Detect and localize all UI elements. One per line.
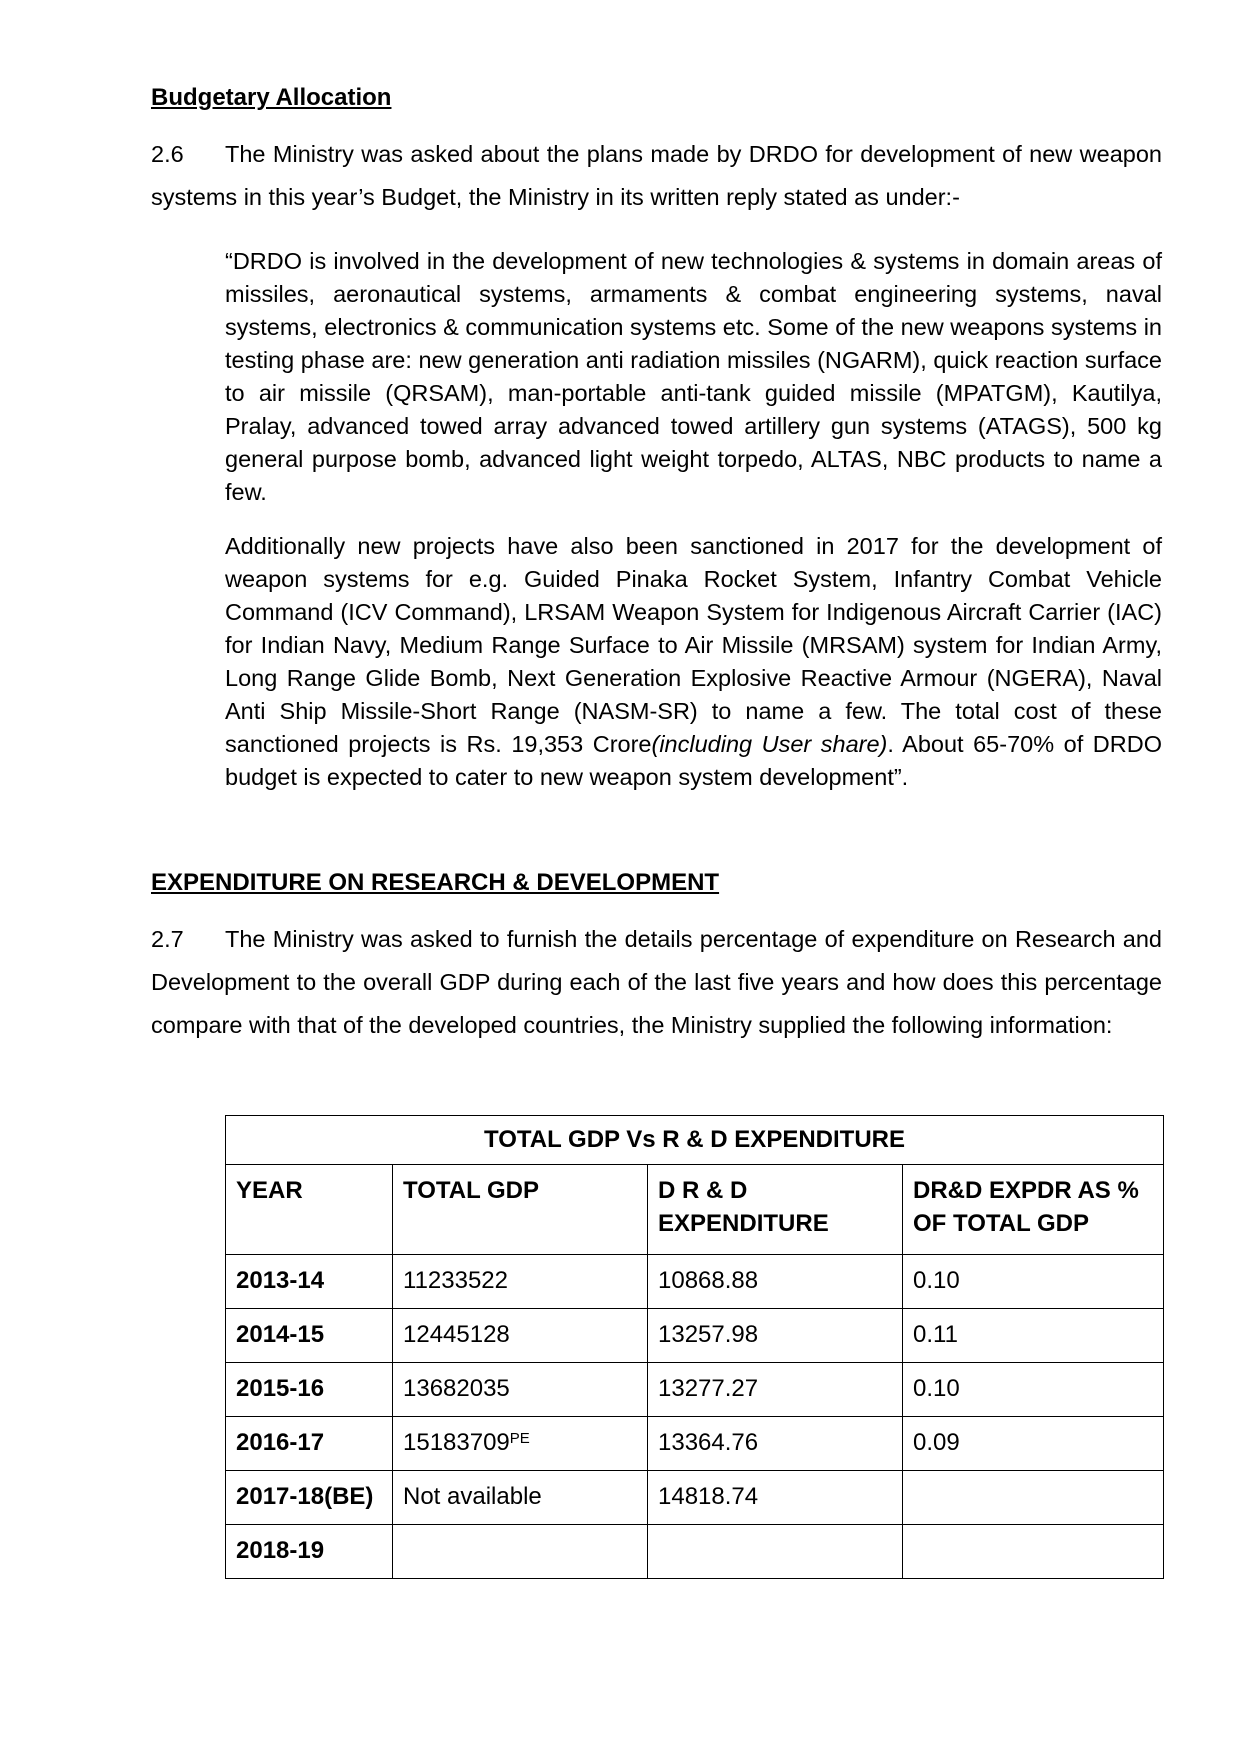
paragraph-text: The Ministry was asked about the plans made by DRDO for development of new weapon systems in this year’s Budget, the Ministry in its written reply stated as under:- <box>151 141 1162 210</box>
column-header-total-gdp: TOTAL GDP <box>393 1165 648 1255</box>
drd-cell <box>648 1525 903 1579</box>
drd-cell: 13257.98 <box>648 1309 903 1363</box>
table-row <box>226 1417 1164 1471</box>
gdp-vs-rd-table <box>225 1115 1164 1579</box>
gdp-value: 15183709 <box>403 1429 510 1456</box>
section-heading-budgetary-allocation: Budgetary Allocation <box>151 84 392 111</box>
provisional-estimate-mark: PE <box>509 1430 530 1447</box>
pct-cell <box>903 1525 1164 1579</box>
section-heading-expenditure: EXPENDITURE ON RESEARCH & DEVELOPMENT <box>151 869 720 896</box>
year-cell: 2014-15 <box>226 1309 393 1363</box>
table-row <box>226 1525 1164 1579</box>
drd-cell: 14818.74 <box>648 1471 903 1525</box>
table-row <box>226 1255 1164 1309</box>
column-header-drd-expenditure: D R & D EXPENDITURE <box>648 1165 903 1255</box>
pct-cell: 0.10 <box>903 1255 1164 1309</box>
year-cell: 2015-16 <box>226 1363 393 1417</box>
quote-paragraph-1: “DRDO is involved in the development of new technologies & systems in domain areas of missiles, aeronautical systems, armaments & combat engineering systems, naval systems, electronics & communication systems etc. Some of the new weapons systems in testing phase are: new generation anti radiation missiles (NGARM), quick reaction surface to air missile (QRSAM), man-portable anti-tank guided missile (MPATGM), Kautilya, Pralay, advanced towed array advanced towed artillery gun systems (ATAGS), 500 kg general purpose bomb, advanced light weight torpedo, ALTAS, NBC products to name a few. <box>225 248 1162 505</box>
year-cell: 2018-19 <box>226 1525 393 1579</box>
gdp-cell: Not available <box>393 1471 648 1525</box>
gdp-cell <box>393 1525 648 1579</box>
year-cell: 2013-14 <box>226 1255 393 1309</box>
table-row <box>226 1363 1164 1417</box>
gdp-cell: 12445128 <box>393 1309 648 1363</box>
quote-italic-note: (including User share) <box>651 731 888 757</box>
table-caption: TOTAL GDP Vs R & D EXPENDITURE <box>226 1116 1164 1165</box>
table-header-row <box>226 1165 1164 1255</box>
gdp-cell: 11233522 <box>393 1255 648 1309</box>
drd-cell: 13364.76 <box>648 1417 903 1471</box>
pct-cell: 0.10 <box>903 1363 1164 1417</box>
pct-cell: 0.09 <box>903 1417 1164 1471</box>
column-header-percentage: DR&D EXPDR AS % OF TOTAL GDP <box>903 1165 1164 1255</box>
column-header-year: YEAR <box>226 1165 393 1255</box>
pct-cell: 0.11 <box>903 1309 1164 1363</box>
table-row <box>226 1471 1164 1525</box>
paragraph-2-6 <box>151 133 1162 219</box>
paragraph-number: 2.7 <box>151 926 184 952</box>
paragraph-2-7 <box>151 918 1162 1047</box>
gdp-cell: 13682035 <box>393 1363 648 1417</box>
paragraph-text: The Ministry was asked to furnish the details percentage of expenditure on Research and Development to the overall GDP during each of the last five years and how does this percentage compare with that of the developed countries, the Ministry supplied the following information: <box>151 926 1162 1038</box>
quote-text: Additionally new projects have also been sanctioned in 2017 for the development of weapon systems for e.g. Guided Pinaka Rocket System, Infantry Combat Vehicle Command (ICV Command), LRSAM Weapon System for Indigenous Aircraft Carrier (IAC) for Indian Navy, Medium Range Surface to Air Missile (MRSAM) system for Indian Army, Long Range Glide Bomb, Next Generation Explosive Reactive Armour (NGERA), Naval Anti Ship Missile-Short Range (NASM-SR) to name a few. The total cost of these sanctioned projects is Rs. 19,353 Crore <box>225 533 1162 757</box>
drd-cell: 13277.27 <box>648 1363 903 1417</box>
table-row <box>226 1309 1164 1363</box>
drd-cell: 10868.88 <box>648 1255 903 1309</box>
paragraph-number: 2.6 <box>151 141 184 167</box>
quote-paragraph-2 <box>225 530 1162 794</box>
year-cell: 2017-18(BE) <box>226 1471 393 1525</box>
year-cell: 2016-17 <box>226 1417 393 1471</box>
pct-cell <box>903 1471 1164 1525</box>
gdp-cell <box>393 1417 648 1471</box>
quote-text-end: . About 65-70% of DRDO budget is expected to cater to new weapon system development”. <box>225 731 1162 790</box>
